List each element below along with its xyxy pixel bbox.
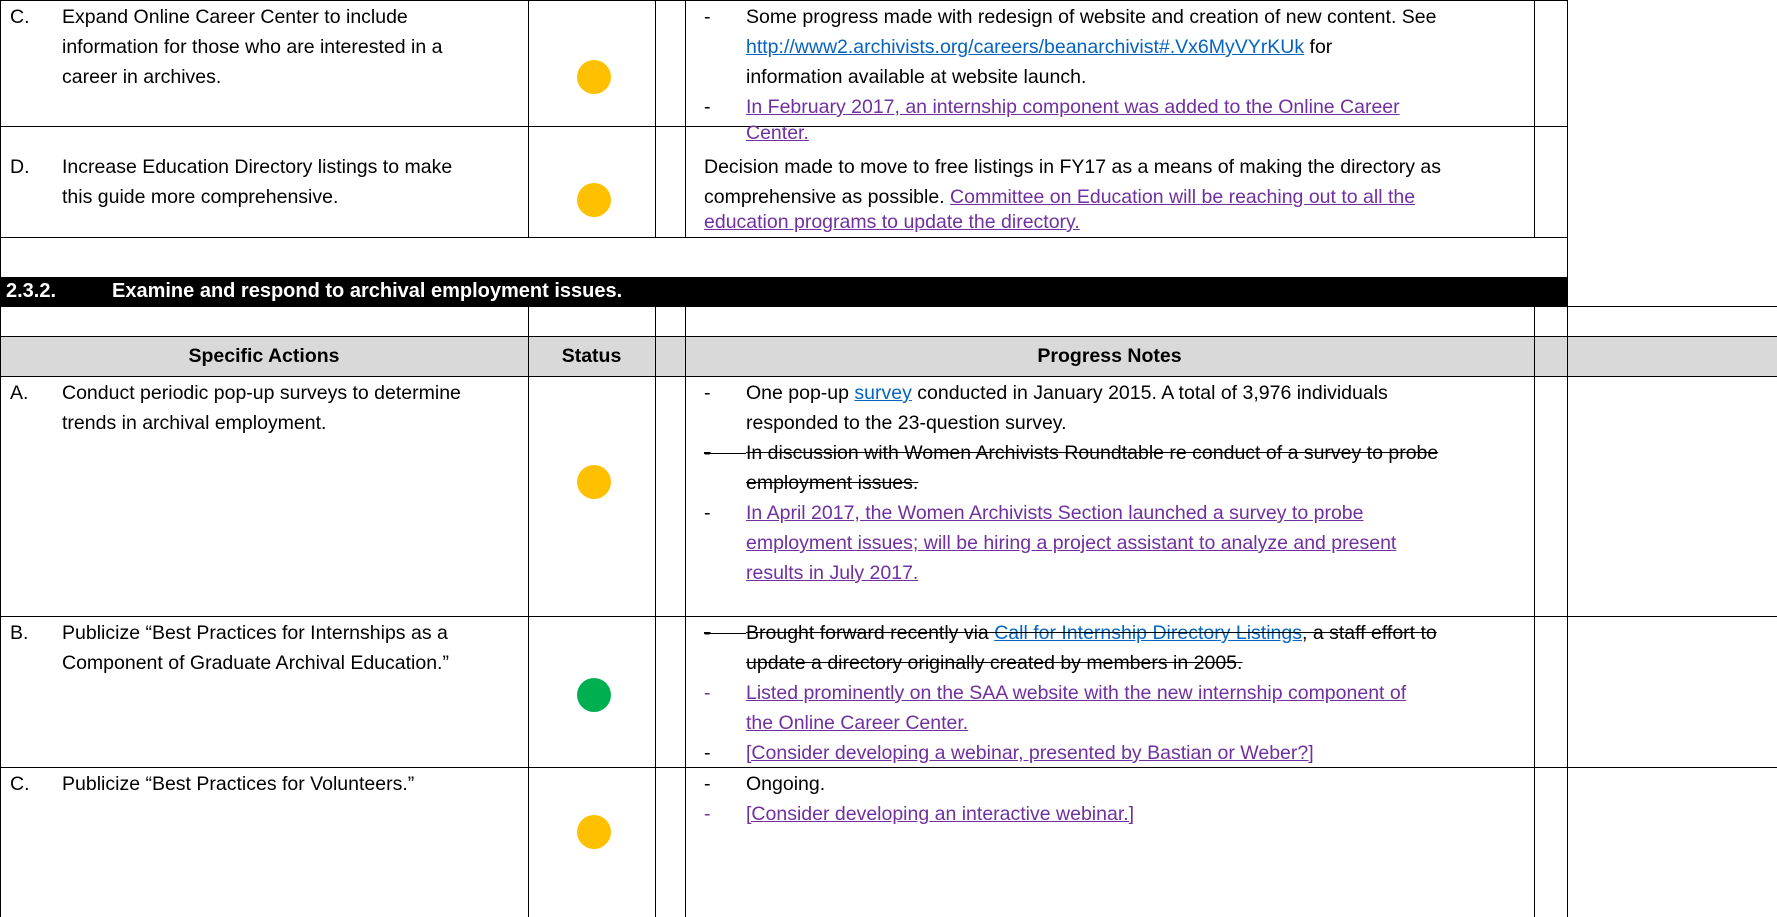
- header-progress-notes: Progress Notes: [1037, 345, 1182, 367]
- bullet-dash: -: [704, 773, 711, 795]
- action-text: Component of Graduate Archival Education.”: [62, 652, 449, 674]
- status-dot-green: [577, 678, 611, 712]
- note-text-struck: Brought forward recently via: [746, 622, 995, 644]
- survey-link[interactable]: survey: [854, 382, 912, 404]
- action-text: Increase Education Directory listings to make: [62, 156, 453, 178]
- row-letter: B.: [10, 622, 29, 644]
- note-link-purple[interactable]: [Consider developing a webinar, presented by Bastian or Weber?]: [746, 742, 1314, 764]
- note-text-struck: update a directory originally created by members in 2005.: [746, 652, 1243, 674]
- action-text: career in archives.: [62, 66, 222, 88]
- bullet-dash: -: [704, 742, 711, 764]
- action-text: Publicize “Best Practices for Volunteers.”: [62, 773, 415, 795]
- section-number: 2.3.2.: [6, 280, 57, 302]
- header-specific-actions: Specific Actions: [188, 345, 340, 367]
- action-text: trends in archival employment.: [62, 412, 327, 434]
- action-text: Publicize “Best Practices for Internships as a: [62, 622, 448, 644]
- note-link-purple[interactable]: results in July 2017.: [746, 562, 919, 584]
- note-text: Ongoing.: [746, 773, 826, 795]
- header-status: Status: [561, 345, 622, 367]
- note-link-purple[interactable]: Listed prominently on the SAA website with the new internship component of: [746, 682, 1407, 704]
- note-text: comprehensive as possible.: [704, 186, 951, 208]
- note-link-purple[interactable]: education programs to update the directory.: [704, 211, 1080, 233]
- note-link-purple[interactable]: Center.: [746, 122, 809, 144]
- note-link-purple[interactable]: Committee on Education will be reaching out to all the: [950, 186, 1416, 208]
- internship-directory-link[interactable]: Call for Internship Directory Listings: [994, 622, 1302, 644]
- action-text: information for those who are interested in a: [62, 36, 443, 58]
- action-text: Expand Online Career Center to include: [62, 6, 408, 28]
- bullet-dash: -: [704, 382, 711, 404]
- section-title: Examine and respond to archival employment issues.: [112, 280, 623, 302]
- status-dot-yellow: [577, 60, 611, 94]
- status-dot-yellow: [577, 465, 611, 499]
- note-line: [746, 32, 1332, 62]
- row-letter: D.: [10, 156, 30, 178]
- bullet-dash: -: [704, 6, 711, 28]
- action-text: Conduct periodic pop-up surveys to determine: [62, 382, 461, 404]
- bullet-dash: -: [704, 682, 711, 704]
- row-letter: C.: [10, 773, 30, 795]
- bullet-dash: -: [704, 502, 711, 524]
- note-text: responded to the 23-question survey.: [746, 412, 1067, 434]
- note-line-struck: [746, 618, 1437, 648]
- note-text: conducted in January 2015. A total of 3,976 individuals: [911, 382, 1388, 404]
- note-text: information available at website launch.: [746, 66, 1087, 88]
- row-letter: C.: [10, 6, 30, 28]
- strike-extension: [704, 633, 746, 634]
- action-text: this guide more comprehensive.: [62, 186, 339, 208]
- note-line: [746, 378, 1388, 408]
- status-dot-yellow: [577, 183, 611, 217]
- note-text-struck: employment issues.: [746, 472, 919, 494]
- note-text: Some progress made with redesign of website and creation of new content. See: [746, 6, 1437, 28]
- note-text: for: [1304, 36, 1333, 58]
- note-text-struck: , a staff effort to: [1302, 622, 1437, 644]
- status-dot-yellow: [577, 815, 611, 849]
- row-letter: A.: [10, 382, 29, 404]
- note-text: One pop-up: [746, 382, 855, 404]
- note-text-struck: In discussion with Women Archivists Roundtable re conduct of a survey to probe: [746, 442, 1439, 464]
- note-link-purple[interactable]: In April 2017, the Women Archivists Section launched a survey to probe: [746, 502, 1364, 524]
- note-link-purple[interactable]: [Consider developing an interactive webinar.]: [746, 803, 1135, 825]
- strike-extension: [704, 453, 746, 454]
- bullet-dash: -: [704, 96, 711, 118]
- note-text: Decision made to move to free listings in FY17 as a means of making the directory as: [704, 156, 1442, 178]
- note-link-purple[interactable]: In February 2017, an internship component was added to the Online Career: [746, 96, 1400, 118]
- website-link[interactable]: http://www2.archivists.org/careers/beanarchivist#.Vx6MyVYrKUk: [746, 36, 1305, 58]
- note-link-purple[interactable]: the Online Career Center.: [746, 712, 969, 734]
- note-link-purple[interactable]: employment issues; will be hiring a project assistant to analyze and present: [746, 532, 1397, 554]
- bullet-dash: -: [704, 803, 711, 825]
